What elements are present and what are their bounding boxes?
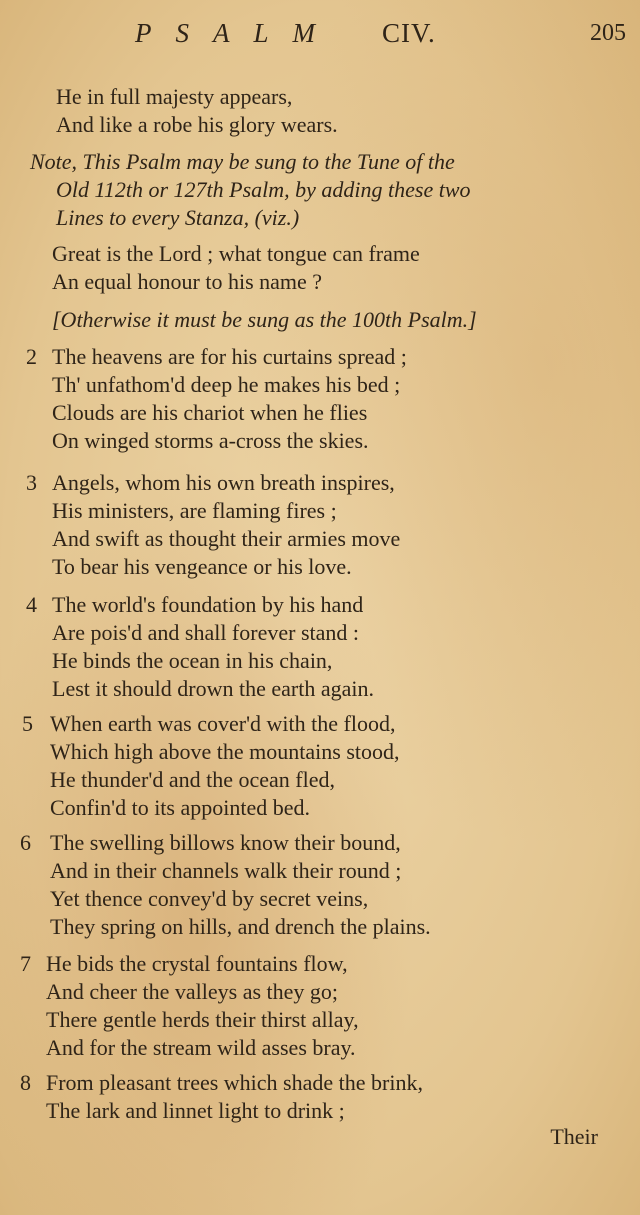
verse-line: The swelling billows know their bound, — [50, 830, 401, 855]
verse-line: On winged storms a-cross the skies. — [52, 428, 369, 453]
verse-line: He thunder'd and the ocean fled, — [50, 767, 335, 792]
verse-line: From pleasant trees which shade the brink, — [46, 1070, 423, 1095]
verse-line: And cheer the valleys as they go; — [46, 979, 339, 1004]
verse-line: And like a robe his glory wears. — [56, 112, 338, 137]
stanza-number: 8 — [20, 1070, 31, 1095]
running-title: PSALM — [135, 18, 339, 48]
verse-line: And for the stream wild asses bray. — [46, 1035, 356, 1060]
verse-line: Yet thence convey'd by secret veins, — [50, 886, 369, 911]
otherwise-note: [Otherwise it must be sung as the 100th Psalm.] — [52, 307, 477, 332]
stanza-number: 3 — [26, 470, 37, 495]
note-line: Old 112th or 127th Psalm, by adding these two — [56, 177, 471, 202]
verse-line: He binds the ocean in his chain, — [52, 648, 333, 673]
verse-line: The lark and linnet light to drink ; — [46, 1098, 345, 1123]
verse-line: Angels, whom his own breath inspires, — [52, 470, 395, 495]
psalm-number: CIV. — [382, 18, 436, 48]
verse-line: Great is the Lord ; what tongue can frame — [52, 241, 420, 266]
note-line: Note, This Psalm may be sung to the Tune of the — [30, 149, 455, 174]
verse-line: Confin'd to its appointed bed. — [50, 795, 310, 820]
verse-line: Clouds are his chariot when he flies — [52, 400, 368, 425]
verse-line: He in full majesty appears, — [56, 84, 293, 109]
stanza-number: 7 — [20, 951, 31, 976]
verse-line: They spring on hills, and drench the plains. — [50, 914, 431, 939]
verse-line: The heavens are for his curtains spread ; — [52, 344, 407, 369]
stanza-number: 4 — [26, 592, 37, 617]
verse-line: And swift as thought their armies move — [52, 526, 401, 551]
verse-line: Which high above the mountains stood, — [50, 739, 400, 764]
verse-line: Th' unfathom'd deep he makes his bed ; — [52, 372, 401, 397]
note-line: Lines to every Stanza, (viz.) — [56, 205, 300, 230]
stanza-number: 5 — [22, 711, 33, 736]
verse-line: To bear his vengeance or his love. — [52, 554, 352, 579]
running-header — [0, 18, 640, 58]
verse-line: Lest it should drown the earth again. — [52, 676, 374, 701]
stanza-number: 6 — [20, 830, 31, 855]
page-number: 205 — [590, 20, 626, 46]
verse-line: Are pois'd and shall forever stand : — [52, 620, 359, 645]
verse-line: An equal honour to his name ? — [52, 269, 323, 294]
verse-line: And in their channels walk their round ; — [50, 858, 402, 883]
stanza-number: 2 — [26, 344, 37, 369]
verse-line: There gentle herds their thirst allay, — [46, 1007, 359, 1032]
catchword: Their — [550, 1124, 598, 1149]
verse-line: When earth was cover'd with the flood, — [50, 711, 396, 736]
verse-line: His ministers, are flaming fires ; — [52, 498, 337, 523]
verse-line: He bids the crystal fountains flow, — [46, 951, 348, 976]
verse-line: The world's foundation by his hand — [52, 592, 364, 617]
